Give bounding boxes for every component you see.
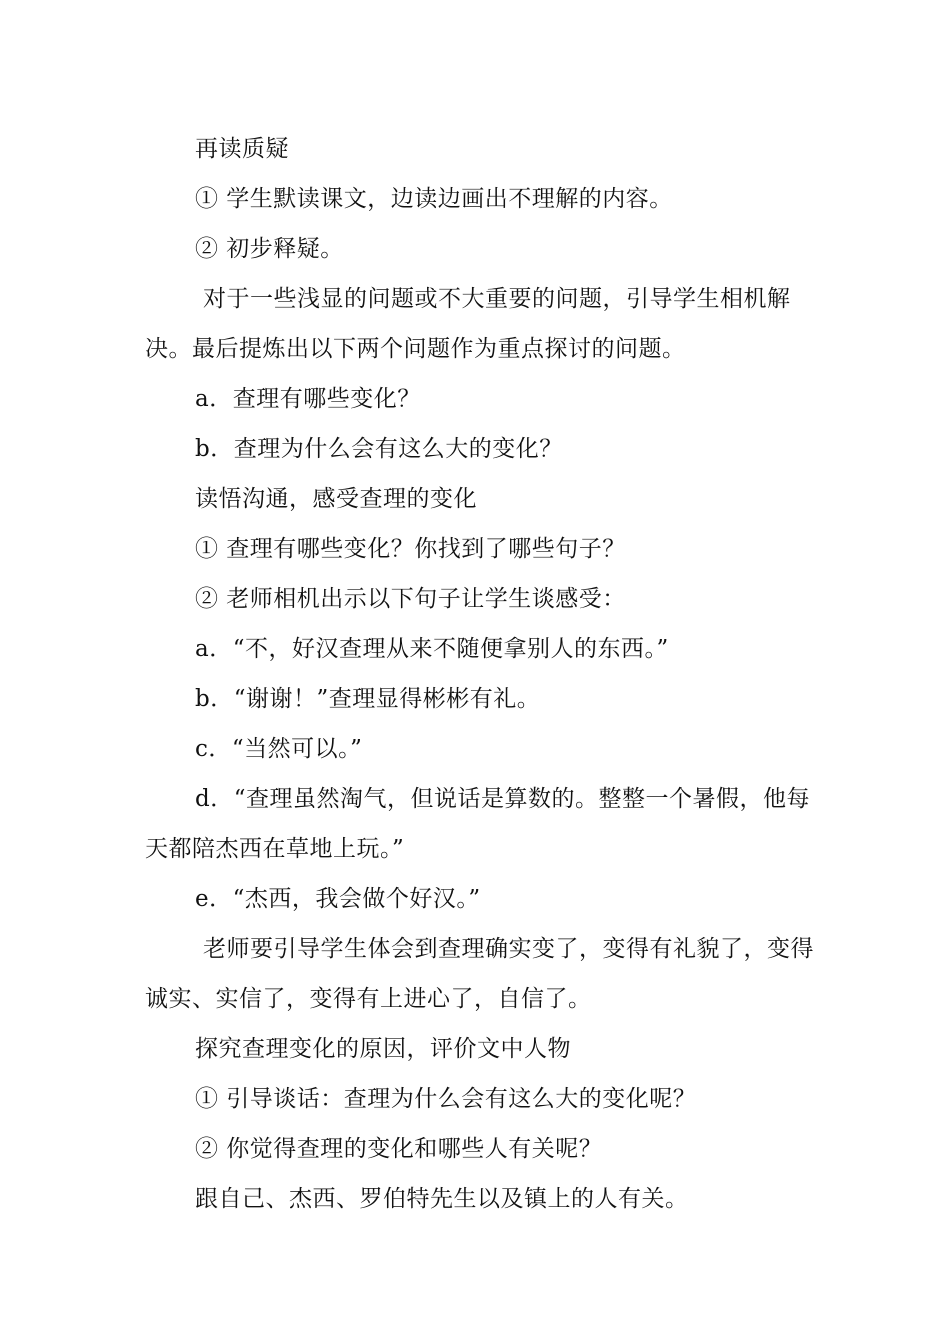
heading-explore-reasons: 探究查理变化的原因，评价文中人物 — [195, 1036, 571, 1062]
step-find-sentences: ① 查理有哪些变化？你找到了哪些句子？ — [195, 536, 626, 562]
answer-related-people: 跟自己、杰西、罗伯特先生以及镇上的人有关。 — [195, 1186, 689, 1212]
step-teacher-shows: ② 老师相机出示以下句子让学生谈感受： — [195, 586, 626, 612]
sentence-d: d．“查理虽然淘气，但说话是算数的。整整一个暑假，他每天都陪杰西在草地上玩。” — [145, 786, 810, 862]
sentence-b: b．“谢谢！”查理显得彬彬有礼。 — [195, 686, 541, 712]
heading-read-and-feel: 读悟沟通，感受查理的变化 — [195, 486, 477, 512]
paragraph-teacher-guidance: 老师要引导学生体会到查理确实变了，变得有礼貌了，变得诚实、实信了，变得有上进心了，自信了。 — [145, 936, 814, 1012]
step-who-related: ② 你觉得查理的变化和哪些人有关呢？ — [195, 1136, 603, 1162]
step-initial-clarification: ② 初步释疑。 — [195, 236, 344, 262]
question-b: b．查理为什么会有这么大的变化？ — [195, 436, 563, 462]
sentence-e: e．“杰西，我会做个好汉。” — [195, 886, 481, 912]
paragraph-guidance: 对于一些浅显的问题或不大重要的问题，引导学生相机解决。最后提炼出以下两个问题作为重点探讨的问题。 — [145, 286, 791, 362]
sentence-c: c．“当然可以。” — [195, 736, 363, 762]
question-a: a．查理有哪些变化？ — [195, 386, 421, 412]
step-silent-reading: ① 学生默读课文，边读边画出不理解的内容。 — [195, 186, 673, 212]
step-guided-talk: ① 引导谈话：查理为什么会有这么大的变化呢？ — [195, 1086, 697, 1112]
sentence-a: a．“不，好汉查理从来不随便拿别人的东西。” — [195, 636, 669, 662]
heading-reread-question: 再读质疑 — [195, 136, 289, 162]
